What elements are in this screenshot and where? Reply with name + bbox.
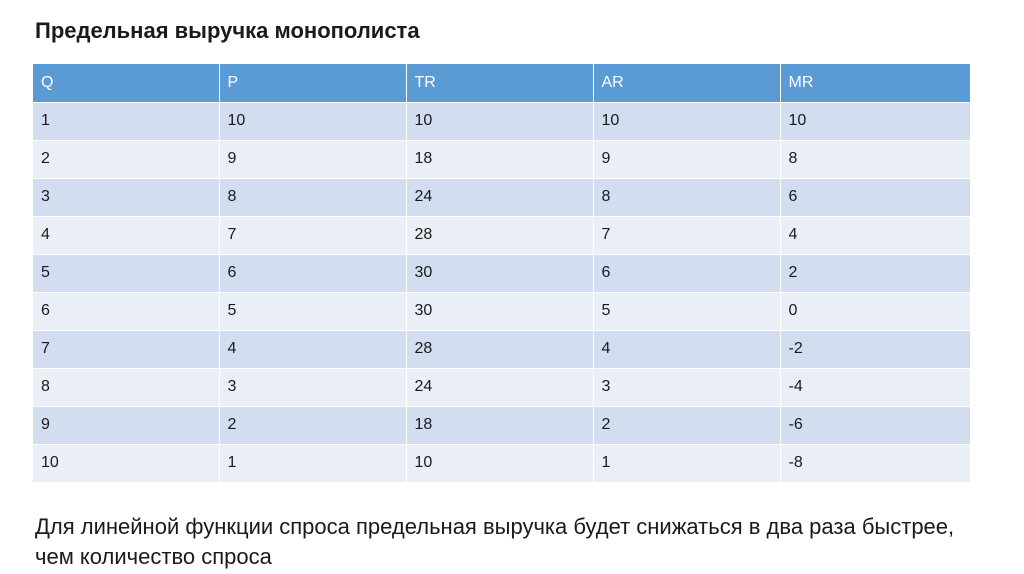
cell-tr: 24 bbox=[406, 368, 593, 406]
table-row bbox=[33, 140, 970, 178]
cell-q: 7 bbox=[33, 330, 219, 368]
cell-p: 7 bbox=[219, 216, 406, 254]
cell-p: 5 bbox=[219, 292, 406, 330]
table-row bbox=[33, 254, 970, 292]
cell-ar: 3 bbox=[593, 368, 780, 406]
cell-p: 6 bbox=[219, 254, 406, 292]
cell-tr: 24 bbox=[406, 178, 593, 216]
cell-tr: 28 bbox=[406, 216, 593, 254]
cell-tr: 28 bbox=[406, 330, 593, 368]
cell-ar: 8 bbox=[593, 178, 780, 216]
cell-mr: 6 bbox=[780, 178, 970, 216]
cell-mr: 0 bbox=[780, 292, 970, 330]
table-row bbox=[33, 406, 970, 444]
cell-mr: 4 bbox=[780, 216, 970, 254]
cell-tr: 18 bbox=[406, 140, 593, 178]
table-row bbox=[33, 178, 970, 216]
table-body bbox=[33, 102, 970, 482]
cell-ar: 7 bbox=[593, 216, 780, 254]
table-row bbox=[33, 368, 970, 406]
cell-mr: 10 bbox=[780, 102, 970, 140]
cell-q: 1 bbox=[33, 102, 219, 140]
cell-tr: 18 bbox=[406, 406, 593, 444]
cell-q: 3 bbox=[33, 178, 219, 216]
conclusion-text: Для линейной функции спроса предельная выручка будет снижаться в два раза быстрее, чем количество спроса bbox=[35, 514, 955, 569]
page-title: Предельная выручка монополиста bbox=[35, 18, 420, 43]
cell-p: 4 bbox=[219, 330, 406, 368]
cell-ar: 5 bbox=[593, 292, 780, 330]
cell-q: 8 bbox=[33, 368, 219, 406]
cell-p: 8 bbox=[219, 178, 406, 216]
cell-q: 6 bbox=[33, 292, 219, 330]
revenue-table bbox=[33, 64, 970, 483]
cell-p: 9 bbox=[219, 140, 406, 178]
cell-p: 2 bbox=[219, 406, 406, 444]
table-header-row bbox=[33, 64, 970, 102]
cell-q: 2 bbox=[33, 140, 219, 178]
header-cell-p: P bbox=[219, 64, 406, 102]
table-row bbox=[33, 102, 970, 140]
cell-tr: 10 bbox=[406, 102, 593, 140]
cell-mr: -2 bbox=[780, 330, 970, 368]
cell-mr: 2 bbox=[780, 254, 970, 292]
cell-q: 5 bbox=[33, 254, 219, 292]
table-row bbox=[33, 292, 970, 330]
table-row bbox=[33, 330, 970, 368]
table-row bbox=[33, 216, 970, 254]
cell-tr: 30 bbox=[406, 254, 593, 292]
cell-ar: 6 bbox=[593, 254, 780, 292]
cell-p: 3 bbox=[219, 368, 406, 406]
header-cell-tr: TR bbox=[406, 64, 593, 102]
cell-tr: 10 bbox=[406, 444, 593, 482]
cell-p: 10 bbox=[219, 102, 406, 140]
header-cell-ar: AR bbox=[593, 64, 780, 102]
cell-mr: -6 bbox=[780, 406, 970, 444]
cell-q: 10 bbox=[33, 444, 219, 482]
cell-tr: 30 bbox=[406, 292, 593, 330]
cell-ar: 10 bbox=[593, 102, 780, 140]
header-cell-mr: MR bbox=[780, 64, 970, 102]
cell-p: 1 bbox=[219, 444, 406, 482]
table-header bbox=[33, 64, 970, 102]
cell-ar: 9 bbox=[593, 140, 780, 178]
cell-mr: 8 bbox=[780, 140, 970, 178]
cell-q: 9 bbox=[33, 406, 219, 444]
cell-mr: -4 bbox=[780, 368, 970, 406]
cell-ar: 4 bbox=[593, 330, 780, 368]
cell-ar: 1 bbox=[593, 444, 780, 482]
table-row bbox=[33, 444, 970, 482]
cell-ar: 2 bbox=[593, 406, 780, 444]
cell-mr: -8 bbox=[780, 444, 970, 482]
cell-q: 4 bbox=[33, 216, 219, 254]
header-cell-q: Q bbox=[33, 64, 219, 102]
